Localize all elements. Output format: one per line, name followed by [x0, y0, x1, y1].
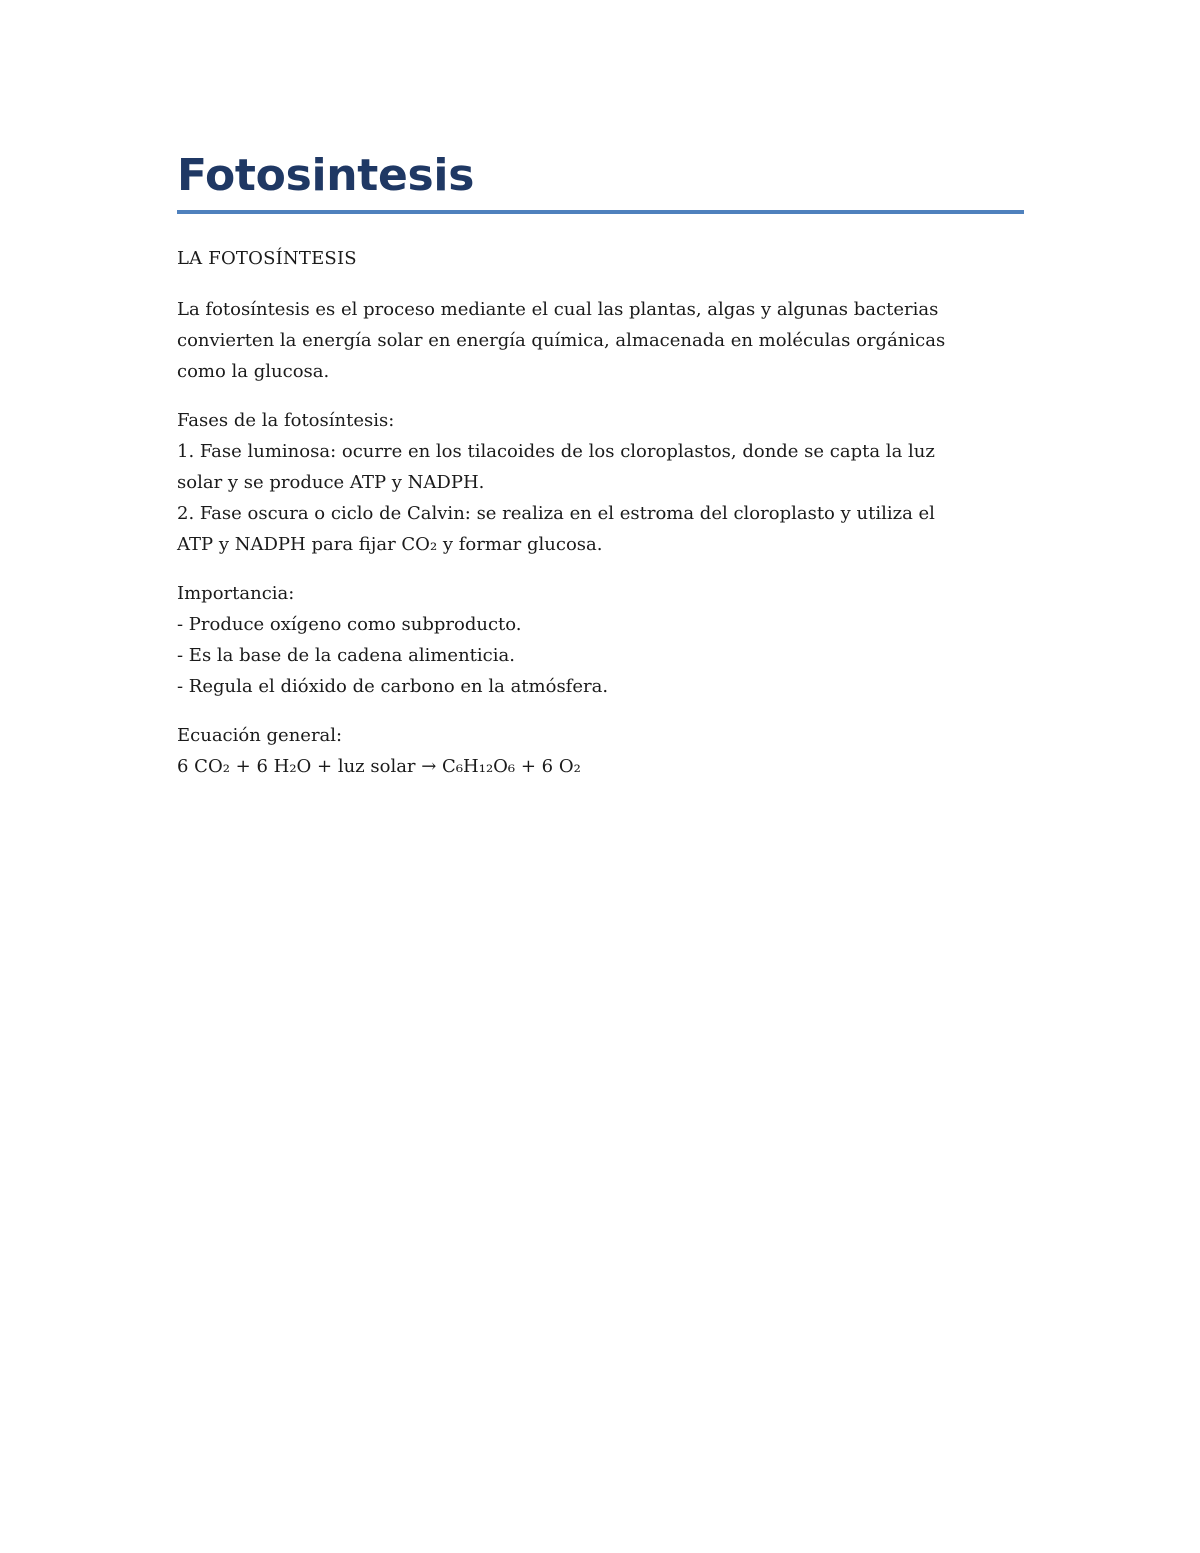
importance-item: - Regula el dióxido de carbono en la atmósfera.: [177, 676, 609, 697]
equation-label: Ecuación general:: [177, 725, 343, 746]
importance-label: Importancia:: [177, 583, 295, 604]
document-page: [177, 148, 1025, 782]
equation-formula: 6 CO₂ + 6 H₂O + luz solar → C₆H₁₂O₆ + 6 O₂: [177, 756, 581, 777]
phase-line: solar y se produce ATP y NADPH.: [177, 472, 485, 493]
importance-item: - Produce oxígeno como subproducto.: [177, 614, 522, 635]
phase-line: 1. Fase luminosa: ocurre en los tilacoides de los cloroplastos, donde se capta la luz: [177, 441, 935, 462]
phase-line: ATP y NADPH para fijar CO₂ y formar glucosa.: [177, 534, 603, 555]
section-heading: LA FOTOSÍNTESIS: [177, 248, 357, 269]
phases-block: [177, 405, 1025, 560]
document-title: Fotosintesis: [177, 150, 475, 201]
title-underline: [177, 210, 1024, 214]
importance-block: [177, 578, 1025, 702]
intro-line: convierten la energía solar en energía química, almacenada en moléculas orgánicas: [177, 330, 946, 351]
intro-line: La fotosíntesis es el proceso mediante el cual las plantas, algas y algunas bacterias: [177, 299, 939, 320]
phase-line: 2. Fase oscura o ciclo de Calvin: se realiza en el estroma del cloroplasto y utiliza el: [177, 503, 935, 524]
importance-item: - Es la base de la cadena alimenticia.: [177, 645, 515, 666]
intro-line: como la glucosa.: [177, 361, 330, 382]
phases-label: Fases de la fotosíntesis:: [177, 410, 395, 431]
equation-block: [177, 720, 1025, 782]
intro-paragraph: [177, 294, 1025, 387]
